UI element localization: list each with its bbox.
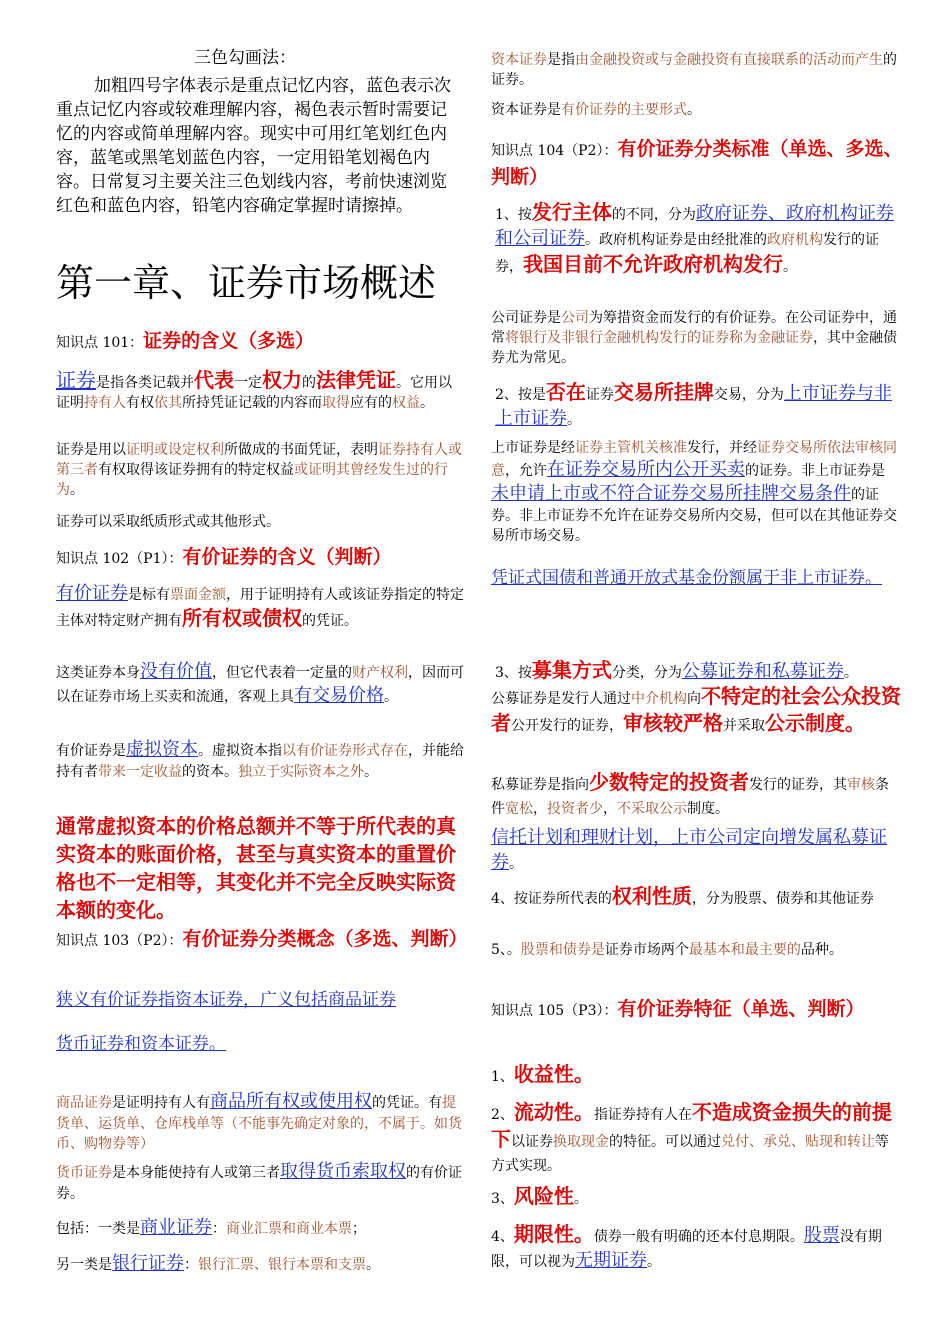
kp104-s3c: 私募证券是指向少数特定的投资者发行的证券，其审核条件宽松，投资者少，不采取公示制度。	[491, 770, 889, 817]
kp105-f4: 4、期限性。债券一般有明确的还本付息期限。股票没有期限，可以视为无期证券。	[491, 1222, 882, 1271]
kp103-p3: 货币证券是本身能使持有人或第三者取得货币索取权的有价证券。	[56, 1161, 462, 1202]
kp102-p2: 这类证券本身没有价值，但它代表着一定量的财产权利，因而可以在证券市场上买卖和流通，客观上具有交易价格。	[56, 661, 464, 706]
kp104-s1b: 公司证券是公司为筹措资金而发行的有价证券。在公司证券中，通常将银行及非银行金融机构发行的证券称为金融证券，其中金融债券尤为常见。	[491, 310, 897, 366]
kp104-s1: 1、按发行主体的不同，分为政府证券、政府机构证券和公司证券。政府机构证券是由经批准的政府机构发行的证券，我国目前不允许政府机构发行。	[495, 200, 894, 276]
kp104-heading: 知识点 104（P2）：有价证券分类标准（单选、多选、判断）	[491, 138, 903, 188]
kp104-s4: 4、按证券所代表的权利性质，分为股票、债券和其他证券	[491, 884, 874, 908]
kp104-s3b: 公募证券是发行人通过中介机构向不特定的社会公众投资者公开发行的证券，审核较严格并采取公示制度。	[491, 684, 901, 735]
kp104-s2: 2、按是否在证券交易所挂牌交易，分为上市证券与非上市证券。	[495, 380, 892, 429]
kp104-s5: 5、。股票和债券是证券市场两个最基本和最主要的品种。	[491, 942, 843, 958]
kp103-heading: 知识点 103（P2）：有价证券分类概念（多选、判断）	[56, 928, 468, 950]
kp105-f2: 2、流动性。指证券持有人在不造成资金损失的前提下以证券换取现金的特征。可以通过兑付、承兑、贴现和转让等方式实现。	[491, 1100, 892, 1174]
kp103-p1a: 狭义有价证券指资本证券，广义包括商品证券	[56, 990, 396, 1010]
capital-securities-def: 资本证券是指由金融投资或与金融投资有直接联系的活动而产生的证券。	[491, 52, 897, 88]
kp105-heading: 知识点 105（P3）：有价证券特征（单选、判断）	[491, 998, 865, 1020]
kp102-p1: 有价证券是标有票面金额，用于证明持有人或该证券指定的特定主体对特定财产拥有所有权或债权的凭证。	[56, 583, 464, 630]
kp102-p4: 通常虚拟资本的价格总额并不等于所代表的真实资本的账面价格，甚至与真实资本的重置价格也不一定相等，其变化并不完全反映实际资本额的变化。	[56, 814, 456, 922]
kp103-p4: 包括：一类是商业证券：商业汇票和商业本票；	[56, 1217, 366, 1238]
intro-title: 三色勾画法：	[194, 48, 296, 68]
kp101-p2: 证券是用以证明或设定权利所做成的书面凭证，表明证券持有人或第三者有权取得该证券拥有的特定权益或证明其曾经发生过的行为。	[56, 442, 462, 498]
kp104-s3: 3、按募集方式分类，分为公募证券和私募证券。	[495, 658, 858, 682]
kp103-p2: 商品证券是证明持有人有商品所有权或使用权的凭证。有提货单、运货单、仓库栈单等（不能事先确定对象的，不属于。如货币、购物券等）	[56, 1091, 462, 1152]
kp104-s2c: 凭证式国债和普通开放式基金份额属于非上市证券。	[491, 568, 882, 588]
kp105-f3: 3、风险性。	[491, 1184, 588, 1208]
chapter-title: 第一章、证券市场概述	[56, 261, 437, 305]
kp103-p1b: 货币证券和资本证券。	[56, 1034, 226, 1054]
kp101-p3: 证券可以采取纸质形式或其他形式。	[56, 514, 280, 530]
kp101-p1: 证券是指各类记载并代表一定权力的法律凭证。它用以证明持有人有权依其所持凭证记载的内容而取得应有的权益。	[56, 368, 452, 411]
kp102-heading: 知识点 102（P1）：有价证券的含义（判断）	[56, 546, 392, 568]
kp104-s2b: 上市证券是经证券主管机关核准发行，并经证券交易所依法审核同意，允许在证券交易所内公开买卖的证券。非上市证券是未申请上市或不符合证券交易所挂牌交易条件的证券。非上市证券不允许在证券交易所内交易，但可以在其他证券交易所市场交易。	[491, 440, 897, 544]
capital-securities-main: 资本证券是有价证券的主要形式。	[491, 102, 701, 118]
kp101-heading: 知识点 101：证券的含义（多选）	[56, 330, 315, 352]
kp105-f1: 1、收益性。	[491, 1062, 594, 1086]
kp104-s3d: 信托计划和理财计划，上市公司定向增发属私募证券。	[491, 827, 887, 873]
kp103-p5: 另一类是银行证券：银行汇票、银行本票和支票。	[56, 1253, 380, 1274]
intro-text: 加粗四号字体表示是重点记忆内容，蓝色表示次重点记忆内容或较难理解内容，褐色表示暂时需要记忆的内容或简单理解内容。现实中可用红笔划红色内容，蓝笔或黑笔划蓝色内容，一定用铅笔划褐色内容。日常复习主要关注三色划线内容，考前快速浏览红色和蓝色内容，铅笔内容确定掌握时请擦掉。	[56, 76, 451, 216]
kp102-p3: 有价证券是虚拟资本。虚拟资本指以有价证券形式存在，并能给持有者带来一定收益的资本。独立于实际资本之外。	[56, 739, 464, 780]
